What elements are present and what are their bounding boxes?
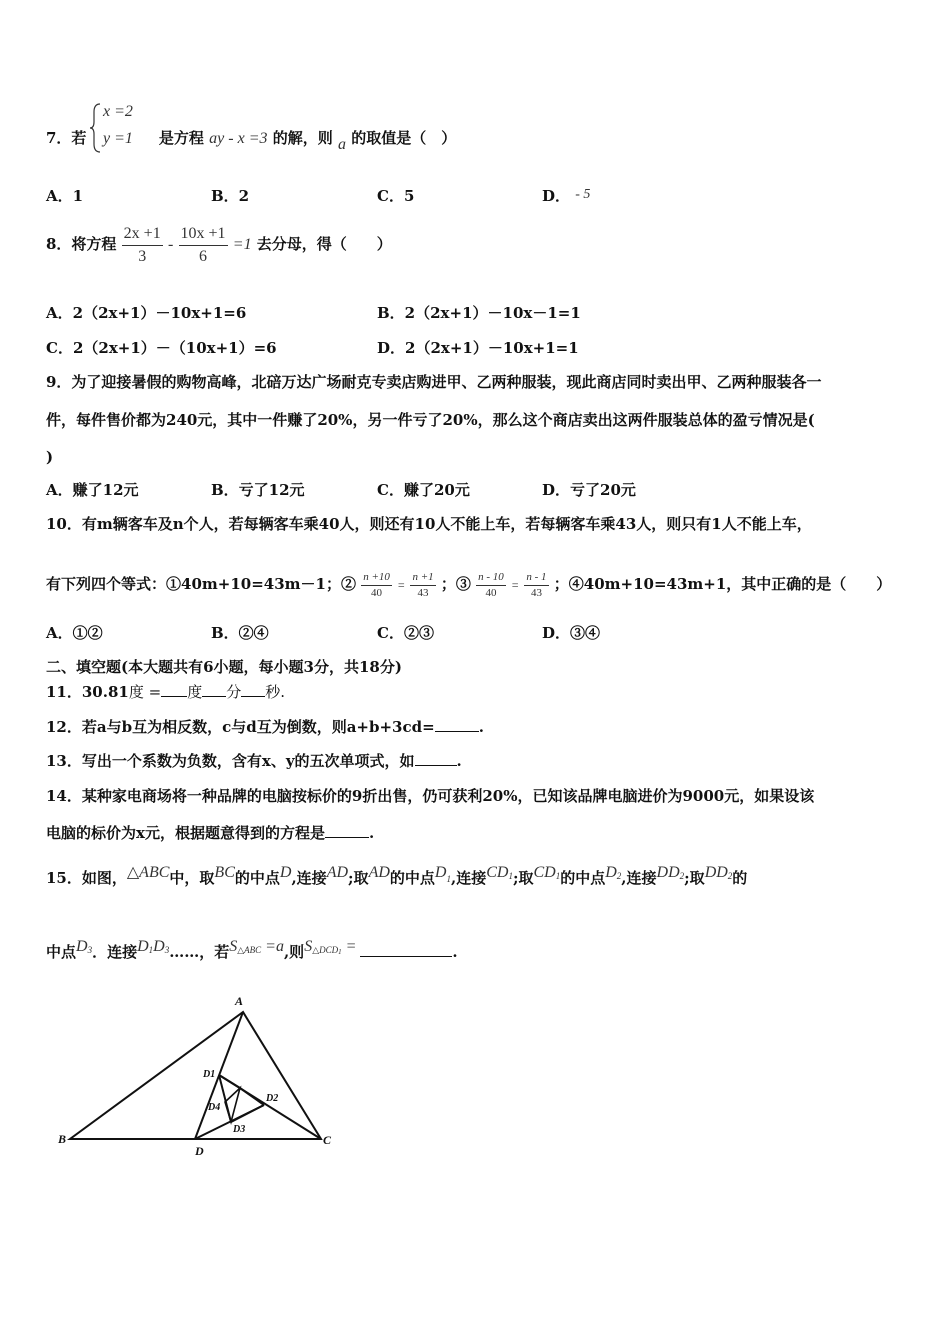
q11-sec: 秒. — [265, 683, 286, 701]
q10-eq-2: = — [511, 578, 520, 592]
q9-line-3: ) — [46, 448, 54, 466]
q15-s8: 1 — [555, 871, 561, 881]
label-b: B — [58, 1132, 67, 1146]
q10-f1-num: n +10 — [361, 570, 392, 586]
q10-option-c: C．②③ — [377, 624, 434, 642]
q7-system-eq1: x =2 — [103, 103, 133, 120]
q15-m10: DD — [656, 864, 680, 881]
q15-m1: △ABC — [126, 864, 170, 881]
q15-t7: ,连接 — [450, 869, 487, 887]
q7-var: a — [337, 136, 346, 153]
q13-line: 13．写出一个系数为负数，含有x、y的五次单项式，如 . — [46, 752, 462, 770]
q15-m4: AD — [326, 864, 349, 881]
q11-deg: 度 — [187, 683, 203, 701]
triangle-figure — [55, 990, 345, 1160]
q14-blank[interactable] — [325, 823, 369, 838]
q8-minus: - — [167, 236, 174, 253]
q7-option-b: B．2 — [211, 187, 250, 205]
q10-f1-den: 40 — [371, 586, 383, 599]
q11-blank-2[interactable] — [202, 682, 226, 697]
q10-option-b: B．②④ — [211, 624, 269, 642]
q15-s11: 2 — [727, 871, 733, 881]
q8-num: 8．将方程 — [46, 235, 117, 253]
q15-u3: ……，若 — [169, 943, 230, 961]
q15-n2s: 1 — [148, 945, 154, 955]
q14-line-2: 电脑的标价为x元，根据题意得到的方程是 . — [46, 824, 375, 842]
q15-line-1 — [46, 864, 748, 893]
q10-eq-1: = — [397, 578, 406, 592]
q7-num: 7．若 — [46, 129, 87, 147]
q15-t5: ;取 — [348, 869, 369, 887]
q11-blank-3[interactable] — [241, 682, 265, 697]
q10-f4-num: n - 1 — [524, 570, 548, 586]
q15-t4: ,连接 — [291, 869, 327, 887]
q7-system-brace — [90, 102, 102, 154]
q11-min: 分 — [226, 683, 242, 701]
q10-frac-2 — [410, 570, 435, 601]
q8-option-c: C．2（2x+1）－（10x+1）=6 — [46, 339, 277, 357]
q8-option-b: B．2（2x+1）－10x－1=1 — [377, 304, 581, 322]
q11-num: 11．30.81 — [46, 683, 129, 701]
segment-d2d3 — [231, 1105, 264, 1122]
q15-m6: D — [434, 864, 447, 881]
q8-f2-num: 10x +1 — [179, 223, 228, 246]
q8-text: 去分母，得（ ） — [256, 235, 392, 253]
q15-t1: 15．如图， — [46, 869, 127, 887]
q9-option-b: B．亏了12元 — [211, 481, 305, 499]
q15-n2b: D — [153, 938, 165, 955]
q15-u4: ,则 — [283, 943, 305, 961]
q15-n4e: = — [341, 938, 357, 955]
q15-m7: CD — [486, 864, 509, 881]
q15-u2: ．连接 — [92, 943, 138, 961]
q15-t2: 中，取 — [169, 869, 215, 887]
q15-s7: 1 — [508, 871, 513, 881]
q8-fraction-1 — [122, 223, 163, 268]
q9-option-a: A．赚了12元 — [46, 481, 139, 499]
q8-f1-den: 3 — [138, 247, 147, 265]
q10-line-2a: 有下列四个等式：①40m+10=43m－1；② — [46, 575, 356, 593]
q13-text: 13．写出一个系数为负数，含有x、y的五次单项式，如 — [46, 752, 415, 770]
q10-sep: ；③ — [440, 575, 471, 593]
label-d4: D4 — [208, 1102, 221, 1113]
q8-eq: =1 — [232, 236, 252, 253]
q10-frac-3 — [476, 570, 506, 601]
q10-f2-den: 43 — [417, 586, 429, 599]
q15-m8: CD — [533, 864, 556, 881]
q7-option-a: A．1 — [46, 187, 84, 205]
label-c: C — [323, 1133, 332, 1147]
q15-t6: 的中点 — [389, 869, 435, 887]
section-2-heading: 二、填空题(本大题共有6小题，每小题3分，共18分) — [46, 658, 402, 676]
q10-option-a: A．①② — [46, 624, 103, 642]
q9-option-d: D．亏了20元 — [542, 481, 636, 499]
q15-n4s: △DCD — [312, 945, 339, 955]
label-d1: D1 — [203, 1069, 216, 1080]
q15-n2a: D — [137, 938, 149, 955]
q15-t8: ;取 — [512, 869, 534, 887]
q15-blank[interactable] — [360, 942, 452, 957]
label-d2: D2 — [266, 1093, 279, 1104]
q15-m2: BC — [214, 864, 235, 881]
q12-line: 12．若a与b互为相反数，c与d互为倒数，则a+b+3cd= . — [46, 718, 484, 736]
q14-line-1: 14．某种家电商场将一种品牌的电脑按标价的9折出售，仍可获利20%，已知该品牌电脑进价为9000元，如果设该 — [46, 787, 815, 805]
label-d: D — [195, 1144, 204, 1158]
q15-m11: DD — [704, 864, 728, 881]
q15-n3e: =a — [261, 938, 284, 955]
q11-blank-1[interactable] — [161, 682, 187, 697]
q15-t10: ,连接 — [621, 869, 657, 887]
q15-n2s2: 3 — [164, 945, 170, 955]
q7-text1: 是方程 — [158, 129, 204, 147]
q15-n3: S — [229, 938, 238, 955]
q15-t11: ;取 — [684, 869, 705, 887]
q10-f3-num: n - 10 — [476, 570, 506, 586]
q15-t3: 的中点 — [234, 869, 280, 887]
q7-text2: 的解，则 — [272, 129, 333, 147]
q7-system-eq2: y =1 — [103, 130, 133, 147]
q10-frac-1 — [361, 570, 392, 601]
q8-line — [46, 220, 392, 269]
label-a: A — [235, 994, 244, 1008]
q15-u1: 中点 — [46, 943, 77, 961]
q7-option-c: C．5 — [377, 187, 415, 205]
q15-s10: 2 — [679, 871, 685, 881]
q12-text: 12．若a与b互为相反数，c与d互为倒数，则a+b+3cd= — [46, 718, 435, 736]
q9-line-2: 件，每件售价都为240元，其中一件赚了20%，另一件亏了20%，那么这个商店卖出这两件服装总体的盈亏情况是( — [46, 411, 815, 429]
q7-option-d — [542, 186, 590, 208]
q7-text3: 的取值是（ ） — [351, 129, 457, 147]
q8-fraction-2 — [179, 223, 228, 268]
q12-blank[interactable] — [435, 717, 479, 732]
q8-f2-den: 6 — [199, 247, 208, 265]
q15-s9: 2 — [616, 871, 622, 881]
q14-text: 电脑的标价为x元，根据题意得到的方程是 — [46, 824, 325, 842]
q10-f2-num: n +1 — [410, 570, 435, 586]
q10-option-d: D．③④ — [542, 624, 601, 642]
q7-equation: ay - x =3 — [209, 130, 268, 147]
q15-n4: S — [304, 938, 313, 955]
q15-line-2: 中点$D^3$．连接$D^1D^3\dots\dots$，若$S^{\triangle ABC} =a$,则$S^{\triangle DCD1}$ = . — [46, 938, 458, 961]
q15-ns1: 3 — [87, 945, 93, 955]
q13-blank[interactable] — [415, 751, 457, 766]
q8-f1-num: 2x +1 — [122, 223, 163, 246]
q15-m5: AD — [368, 864, 390, 881]
q15-n4s2: 1 — [338, 948, 342, 956]
q10-line-2 — [46, 562, 891, 607]
q11-line — [46, 682, 285, 702]
q15-s6: 1 — [446, 874, 451, 884]
q15-t12: 的 — [732, 869, 748, 887]
q15-m3: D — [279, 864, 292, 881]
q10-line-2b: ；④40m+10=43m+1，其中正确的是（ ） — [553, 575, 892, 593]
q8-option-a: A．2（2x+1）－10x+1=6 — [46, 304, 247, 322]
q15-m9: D — [605, 864, 617, 881]
q15-t9: 的中点 — [560, 869, 606, 887]
q10-f4-den: 43 — [530, 586, 542, 599]
triangle-abc — [70, 1012, 321, 1139]
q7-option-d-value: - 5 — [575, 187, 591, 202]
q15-n3s: △ABC — [237, 945, 262, 955]
q10-line-1: 10．有m辆客车及n个人，若每辆客车乘40人，则还有10人不能上车，若每辆客车乘43人，则只有1人不能上车， — [46, 515, 812, 533]
q7-option-d-label: D． — [542, 187, 571, 205]
q9-line-1: 9．为了迎接暑假的购物高峰，北碚万达广场耐克专卖店购进甲、乙两种服装，现此商店同时卖出甲、乙两种服装各一 — [46, 373, 822, 391]
q10-f3-den: 40 — [485, 586, 497, 599]
q8-option-d: D．2（2x+1）－10x+1=1 — [377, 339, 579, 357]
q10-frac-4 — [524, 570, 548, 601]
q15-n1: D — [76, 938, 88, 955]
q11-deg-eq: 度 = — [128, 683, 162, 701]
label-d3: D3 — [233, 1124, 246, 1135]
q9-option-c: C．赚了20元 — [377, 481, 470, 499]
